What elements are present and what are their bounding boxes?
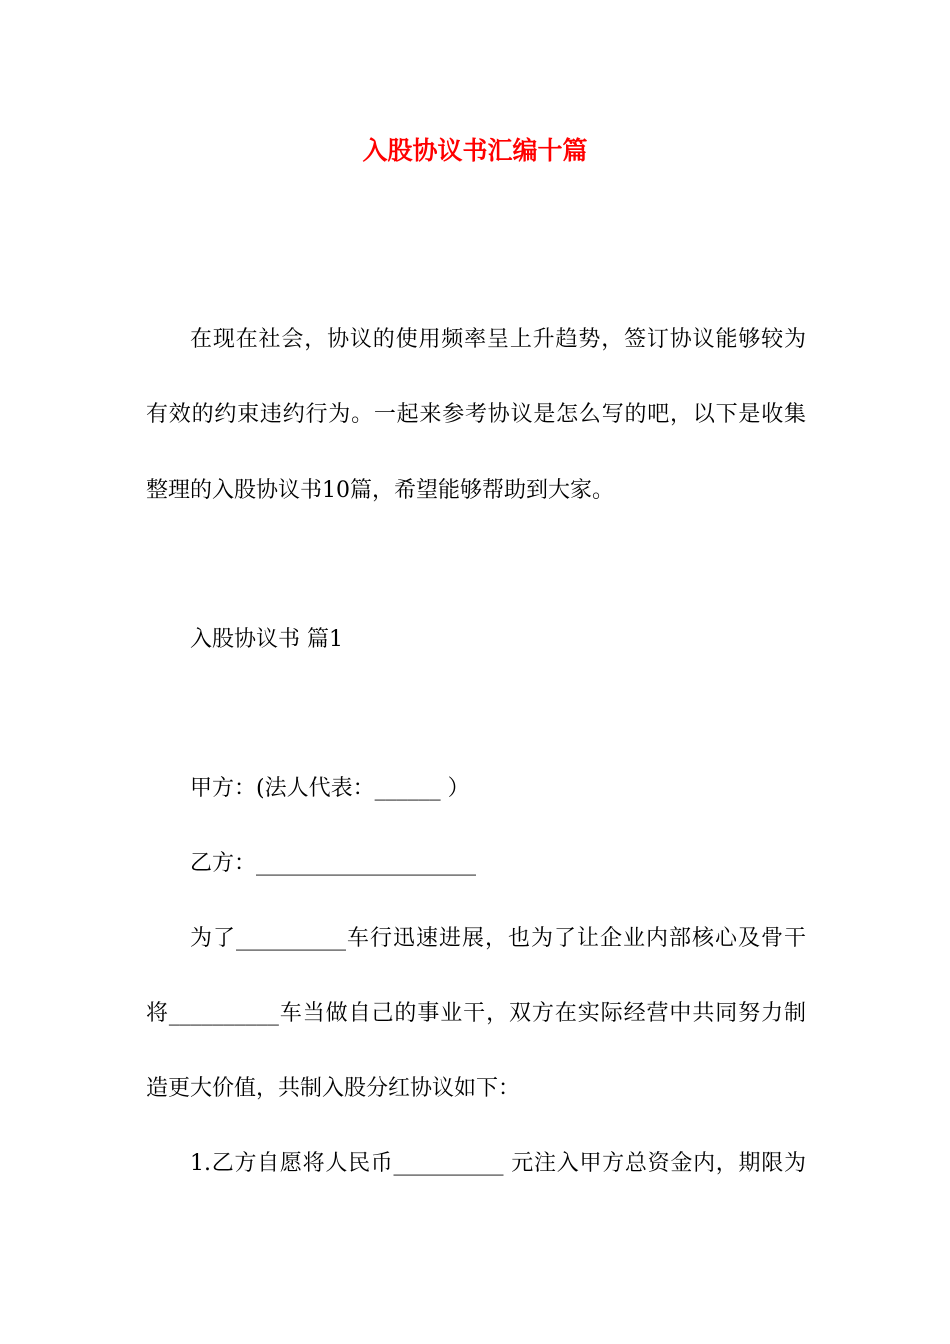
paragraph-line: 有效的约束违约行为。一起来参考协议是怎么写的吧，以下是收集	[146, 402, 806, 427]
paragraph-line: 将__________车当做自己的事业干，双方在实际经营中共同努力制	[146, 1001, 806, 1026]
section-heading: 入股协议书 篇1	[190, 627, 343, 652]
paragraph-line: 造更大价值，共制入股分红协议如下：	[146, 1076, 521, 1101]
party-a-line: 甲方：(法人代表：______ ）	[190, 776, 470, 801]
paragraph-line: 为了__________车行迅速进展，也为了让企业内部核心及骨干	[190, 926, 806, 951]
document-title: 入股协议书汇编十篇	[362, 136, 588, 165]
paragraph-line: 在现在社会，协议的使用频率呈上升趋势，签订协议能够较为	[190, 327, 806, 352]
paragraph-line: 整理的入股协议书10篇，希望能够帮助到大家。	[146, 478, 614, 503]
clause-line: 1.乙方自愿将人民币__________ 元注入甲方总资金内，期限为	[190, 1151, 806, 1176]
party-b-line: 乙方：____________________	[190, 851, 477, 876]
